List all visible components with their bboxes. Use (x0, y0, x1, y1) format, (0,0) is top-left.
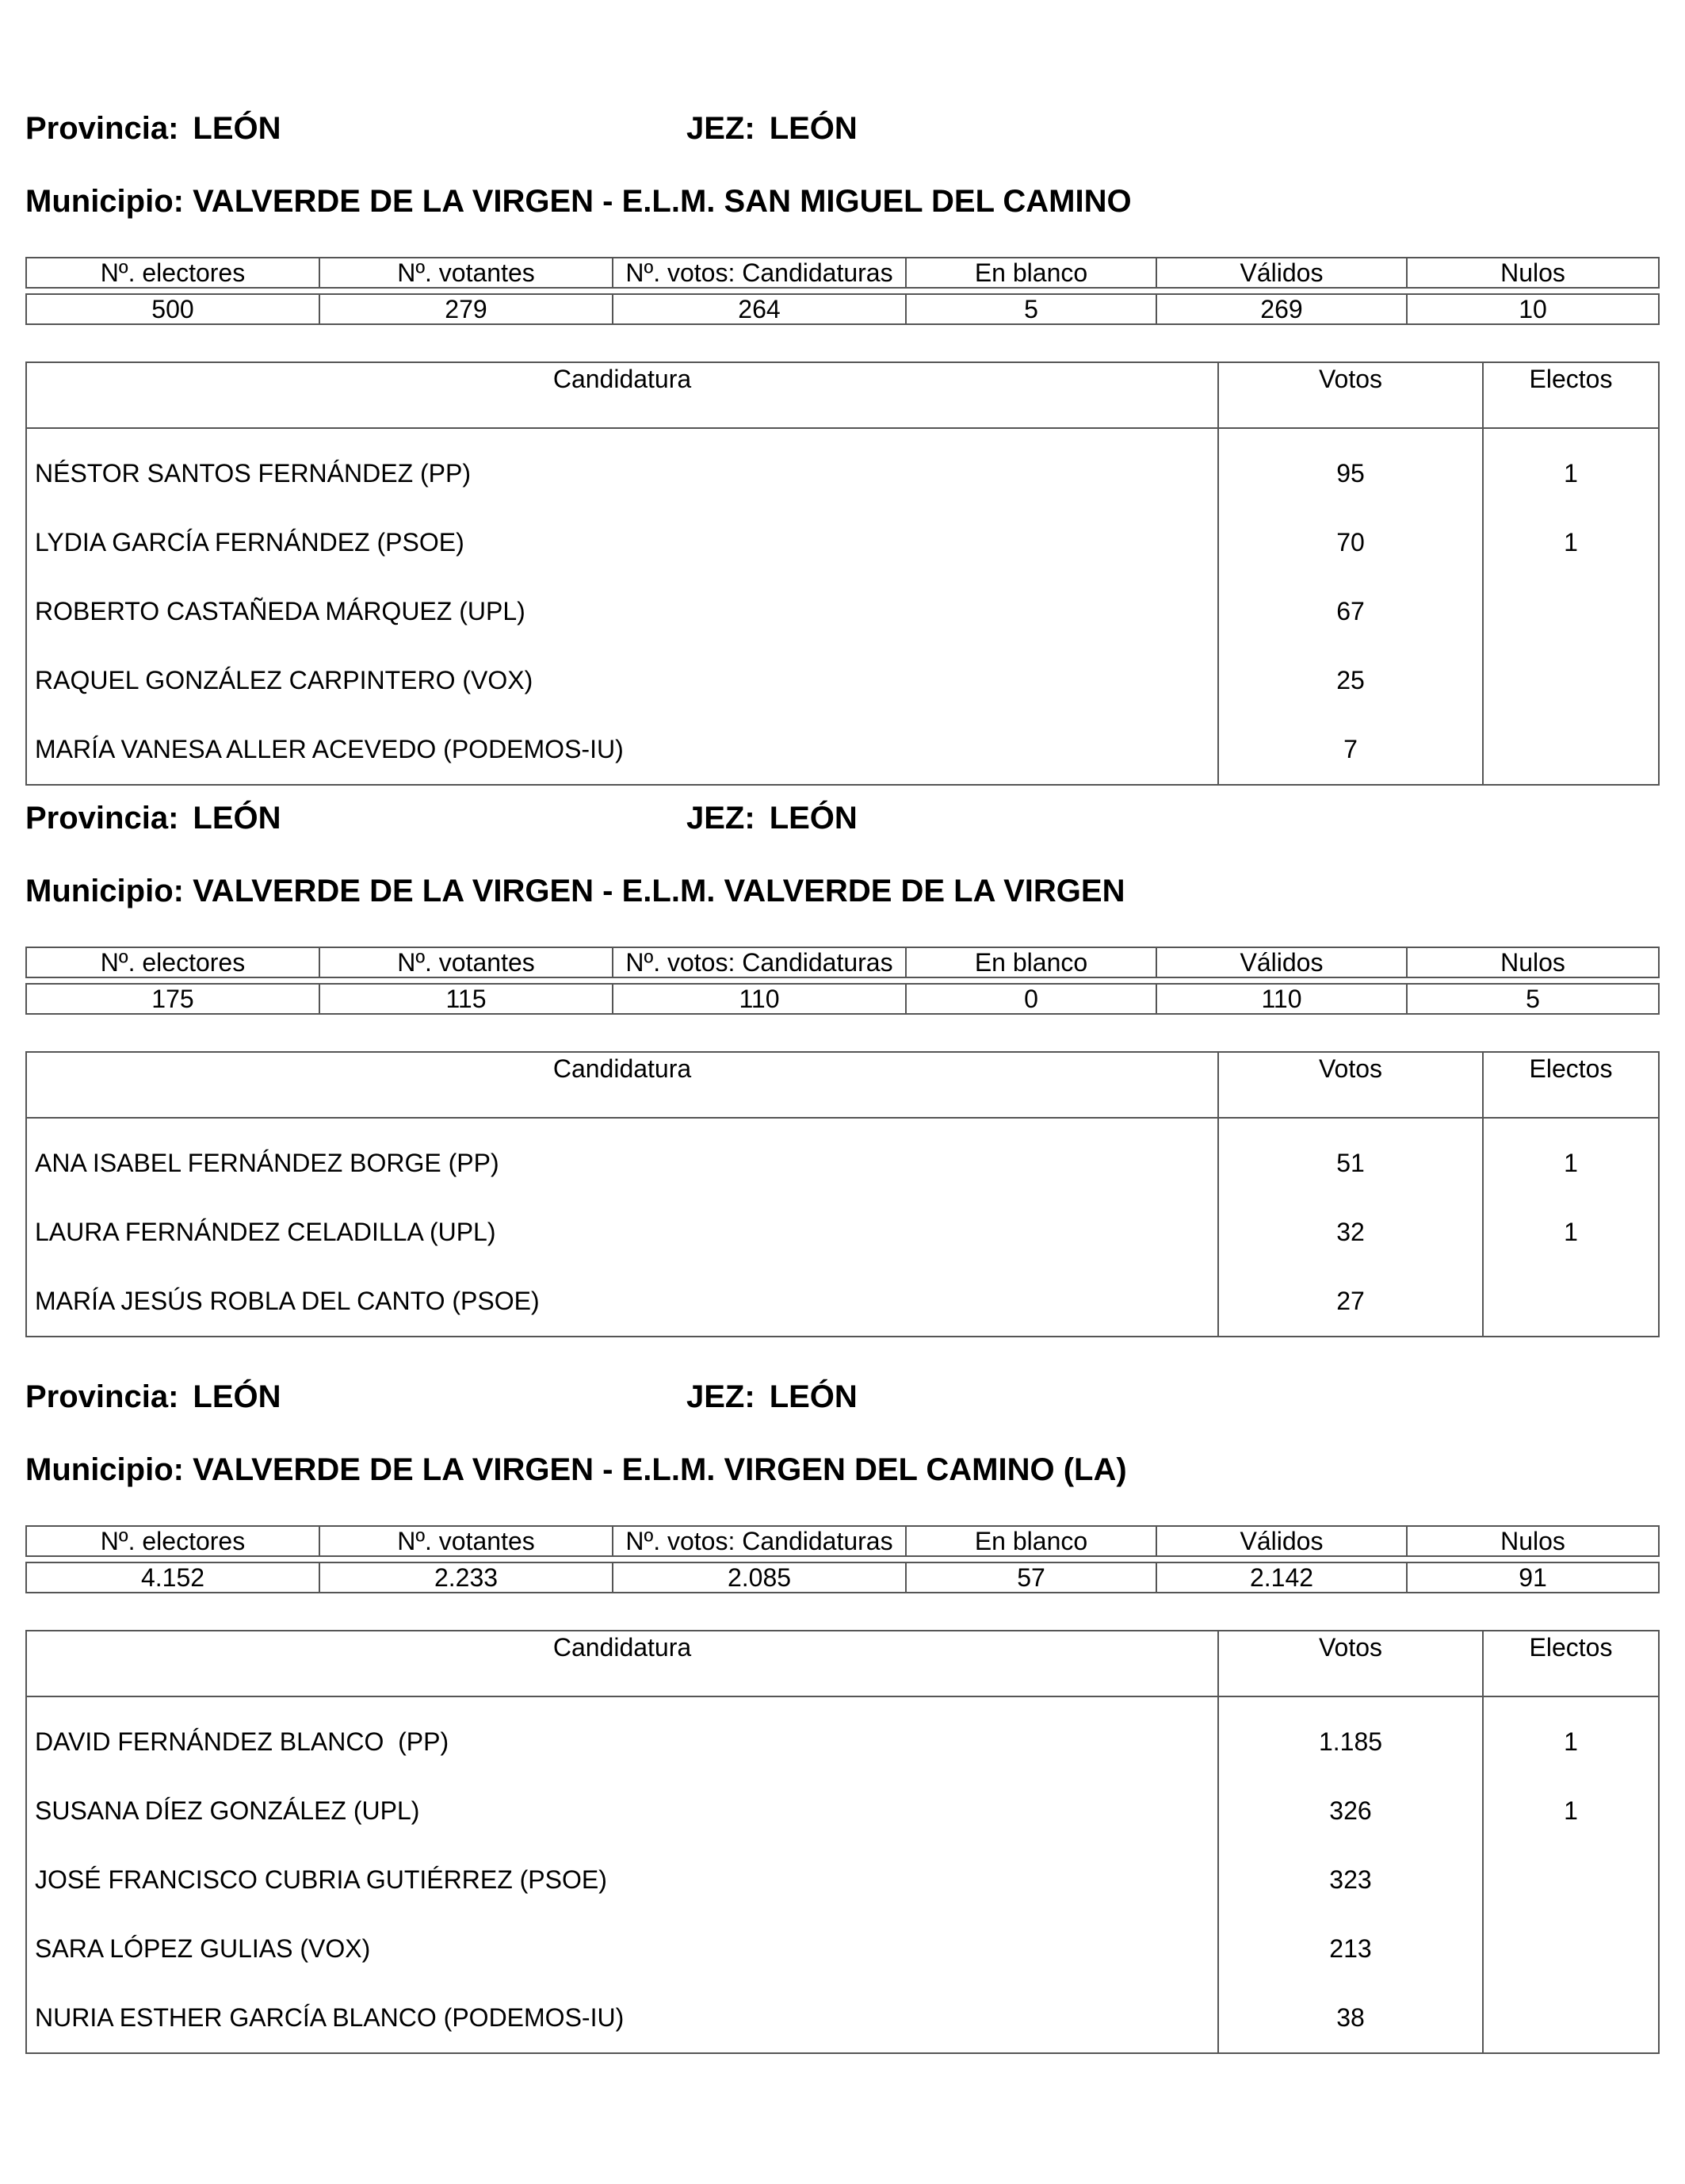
candidates-header-row (26, 1052, 1659, 1118)
stats-header-cell: Nº. votantes (319, 947, 613, 977)
candidate-row (26, 1198, 1659, 1267)
stats-header-cell: En blanco (906, 1526, 1156, 1556)
candidate-elected: 1 (1483, 508, 1659, 577)
jez (686, 801, 858, 836)
candidate-votes: 70 (1218, 508, 1483, 577)
candidate-votes: 51 (1218, 1118, 1483, 1198)
stats-header-cell: En blanco (906, 258, 1156, 288)
stats-value-cell: 10 (1407, 294, 1659, 324)
candidate-name: MARÍA VANESA ALLER ACEVEDO (PODEMOS-IU) (26, 715, 1218, 785)
stats-value-cell: 264 (613, 294, 906, 324)
candidates-table (25, 361, 1660, 786)
candidate-votes: 38 (1218, 1983, 1483, 2053)
provincia (25, 111, 281, 147)
candidatura-header: Candidatura (26, 362, 1218, 428)
candidate-row (26, 715, 1659, 785)
candidate-row (26, 1696, 1659, 1777)
candidate-elected (1483, 577, 1659, 646)
candidate-row (26, 1118, 1659, 1198)
municipio-label: Municipio: (25, 874, 184, 908)
candidate-votes: 326 (1218, 1777, 1483, 1845)
stats-header-cell: Nº. electores (26, 258, 319, 288)
stats-header-cell: Nº. electores (26, 947, 319, 977)
municipio-label: Municipio: (25, 1452, 184, 1487)
stats-gap (26, 977, 1659, 984)
stats-value-cell: 57 (906, 1562, 1156, 1593)
provincia-value: LEÓN (193, 111, 281, 146)
candidate-name: LYDIA GARCÍA FERNÁNDEZ (PSOE) (26, 508, 1218, 577)
stats-header-cell: Válidos (1156, 947, 1407, 977)
municipio-label: Municipio: (25, 184, 184, 219)
jez-value: LEÓN (769, 1379, 858, 1414)
stats-header-cell: Nº. votos: Candidaturas (613, 258, 906, 288)
candidate-votes: 323 (1218, 1845, 1483, 1914)
provincia-value: LEÓN (193, 801, 281, 836)
candidate-elected: 1 (1483, 1118, 1659, 1198)
header-line (25, 111, 1658, 162)
electos-header: Electos (1483, 1052, 1659, 1118)
candidates-table (25, 1630, 1660, 2054)
candidate-elected: 1 (1483, 1696, 1659, 1777)
electos-header: Electos (1483, 1631, 1659, 1696)
candidate-name: ANA ISABEL FERNÁNDEZ BORGE (PP) (26, 1118, 1218, 1198)
stats-value-cell: 5 (906, 294, 1156, 324)
stats-header-row (26, 1526, 1659, 1556)
provincia (25, 1379, 281, 1415)
stats-header-cell: Nº. votantes (319, 1526, 613, 1556)
stats-header-cell: Válidos (1156, 258, 1407, 288)
provincia-label: Provincia: (25, 1379, 179, 1414)
stats-header-cell: Nulos (1407, 258, 1659, 288)
candidate-votes: 213 (1218, 1914, 1483, 1983)
stats-gap (26, 1556, 1659, 1562)
provincia-label: Provincia: (25, 801, 179, 836)
candidate-name: NÉSTOR SANTOS FERNÁNDEZ (PP) (26, 428, 1218, 508)
municipio (25, 874, 1125, 909)
provincia (25, 801, 281, 836)
stats-value-cell: 2.233 (319, 1562, 613, 1593)
stats-value-cell: 500 (26, 294, 319, 324)
candidate-elected (1483, 715, 1659, 785)
stats-header-row (26, 258, 1659, 288)
stats-value-cell: 91 (1407, 1562, 1659, 1593)
candidate-elected: 1 (1483, 1198, 1659, 1267)
stats-header-cell: Válidos (1156, 1526, 1407, 1556)
jez-label: JEZ: (686, 111, 755, 146)
votos-header: Votos (1218, 362, 1483, 428)
candidate-name: ROBERTO CASTAÑEDA MÁRQUEZ (UPL) (26, 577, 1218, 646)
stats-value-cell: 4.152 (26, 1562, 319, 1593)
candidate-row (26, 1914, 1659, 1983)
header-line (25, 801, 1658, 851)
candidate-row (26, 646, 1659, 715)
result-section (25, 801, 1658, 1315)
stats-table (25, 257, 1660, 325)
stats-table (25, 947, 1660, 1015)
candidate-row (26, 508, 1659, 577)
stats-value-cell: 115 (319, 984, 613, 1014)
votos-header: Votos (1218, 1052, 1483, 1118)
candidate-row (26, 428, 1659, 508)
stats-value-cell: 2.142 (1156, 1562, 1407, 1593)
stats-value-row (26, 984, 1659, 1014)
candidates-header-row (26, 362, 1659, 428)
candidate-row (26, 577, 1659, 646)
candidate-row (26, 1983, 1659, 2053)
jez-label: JEZ: (686, 1379, 755, 1414)
candidate-votes: 7 (1218, 715, 1483, 785)
candidate-row (26, 1267, 1659, 1337)
stats-table (25, 1525, 1660, 1593)
municipio-value: VALVERDE DE LA VIRGEN - E.L.M. VALVERDE DE LA VIRGEN (193, 874, 1125, 908)
stats-header-cell: Nº. votos: Candidaturas (613, 947, 906, 977)
candidate-votes: 27 (1218, 1267, 1483, 1337)
stats-header-row (26, 947, 1659, 977)
result-section (25, 1379, 1658, 2032)
stats-header-cell: Nº. votos: Candidaturas (613, 1526, 906, 1556)
provincia-label: Provincia: (25, 111, 179, 146)
stats-value-cell: 110 (613, 984, 906, 1014)
stats-value-cell: 110 (1156, 984, 1407, 1014)
candidate-votes: 95 (1218, 428, 1483, 508)
stats-header-cell: Nulos (1407, 947, 1659, 977)
stats-value-cell: 175 (26, 984, 319, 1014)
candidates-header-row (26, 1631, 1659, 1696)
stats-value-cell: 279 (319, 294, 613, 324)
jez-value: LEÓN (769, 801, 858, 836)
jez-value: LEÓN (769, 111, 858, 146)
municipio-value: VALVERDE DE LA VIRGEN - E.L.M. VIRGEN DEL CAMINO (LA) (193, 1452, 1127, 1487)
jez (686, 1379, 858, 1415)
candidatura-header: Candidatura (26, 1631, 1218, 1696)
stats-header-cell: Nº. votantes (319, 258, 613, 288)
candidate-votes: 25 (1218, 646, 1483, 715)
candidate-elected (1483, 1983, 1659, 2053)
candidate-elected (1483, 1914, 1659, 1983)
electos-header: Electos (1483, 362, 1659, 428)
candidate-name: NURIA ESTHER GARCÍA BLANCO (PODEMOS-IU) (26, 1983, 1218, 2053)
jez (686, 111, 858, 147)
candidate-elected (1483, 1267, 1659, 1337)
candidate-name: MARÍA JESÚS ROBLA DEL CANTO (PSOE) (26, 1267, 1218, 1337)
municipio-value: VALVERDE DE LA VIRGEN - E.L.M. SAN MIGUEL DEL CAMINO (193, 184, 1132, 219)
candidate-name: RAQUEL GONZÁLEZ CARPINTERO (VOX) (26, 646, 1218, 715)
candidate-elected: 1 (1483, 428, 1659, 508)
candidate-elected (1483, 1845, 1659, 1914)
stats-value-row (26, 1562, 1659, 1593)
candidate-name: JOSÉ FRANCISCO CUBRIA GUTIÉRREZ (PSOE) (26, 1845, 1218, 1914)
municipio (25, 1452, 1127, 1488)
candidate-votes: 67 (1218, 577, 1483, 646)
stats-value-cell: 269 (1156, 294, 1407, 324)
votos-header: Votos (1218, 1631, 1483, 1696)
provincia-value: LEÓN (193, 1379, 281, 1414)
candidate-row (26, 1777, 1659, 1845)
candidate-votes: 32 (1218, 1198, 1483, 1267)
stats-header-cell: Nulos (1407, 1526, 1659, 1556)
stats-value-cell: 2.085 (613, 1562, 906, 1593)
jez-label: JEZ: (686, 801, 755, 836)
candidate-name: LAURA FERNÁNDEZ CELADILLA (UPL) (26, 1198, 1218, 1267)
result-section (25, 111, 1658, 763)
candidatura-header: Candidatura (26, 1052, 1218, 1118)
candidate-elected: 1 (1483, 1777, 1659, 1845)
candidate-votes: 1.185 (1218, 1696, 1483, 1777)
stats-value-cell: 0 (906, 984, 1156, 1014)
candidate-name: SARA LÓPEZ GULIAS (VOX) (26, 1914, 1218, 1983)
stats-value-cell: 5 (1407, 984, 1659, 1014)
candidate-name: DAVID FERNÁNDEZ BLANCO (PP) (26, 1696, 1218, 1777)
municipio (25, 184, 1132, 220)
candidate-elected (1483, 646, 1659, 715)
candidate-row (26, 1845, 1659, 1914)
candidates-table (25, 1051, 1660, 1337)
header-line (25, 1379, 1658, 1430)
stats-header-cell: Nº. electores (26, 1526, 319, 1556)
candidate-name: SUSANA DÍEZ GONZÁLEZ (UPL) (26, 1777, 1218, 1845)
stats-gap (26, 288, 1659, 294)
stats-header-cell: En blanco (906, 947, 1156, 977)
stats-value-row (26, 294, 1659, 324)
